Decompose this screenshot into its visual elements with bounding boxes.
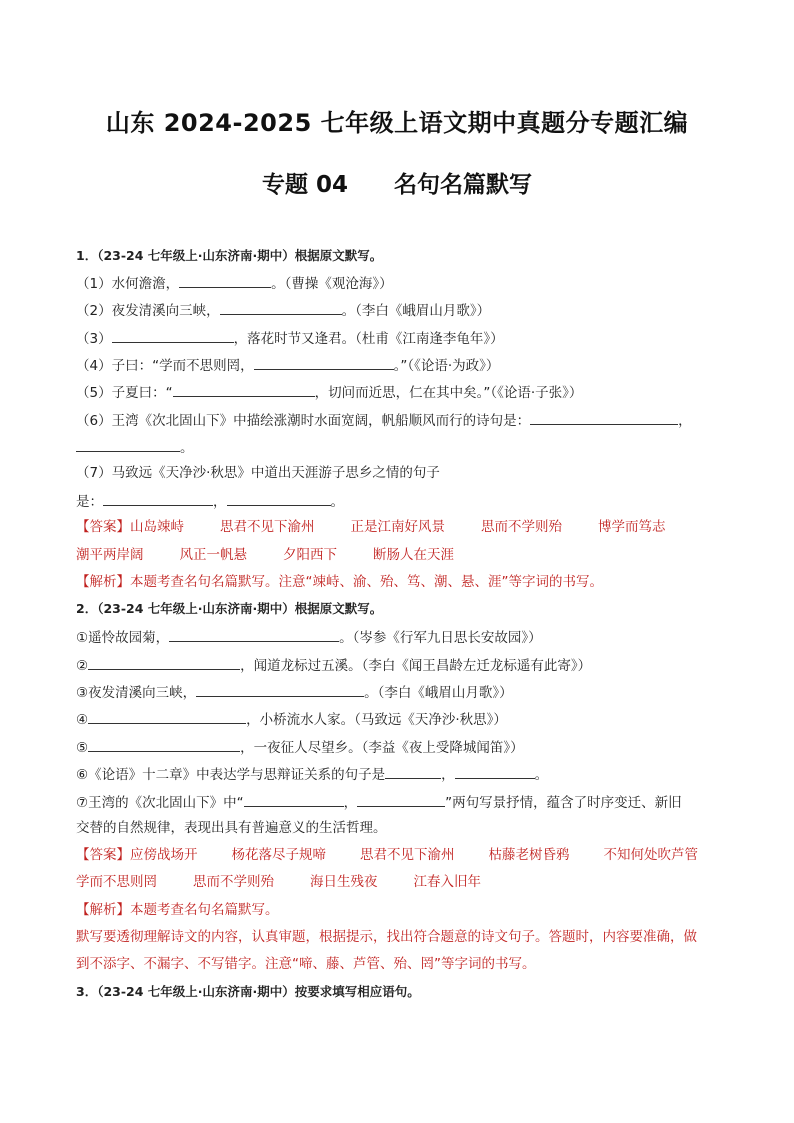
q1-item-7-cont: 是： ， 。 — [76, 491, 344, 511]
question-2-header: 2．（23-24 七年级上·山东济南·期中）根据原文默写。 — [76, 601, 383, 616]
answer-blank — [530, 410, 678, 425]
page-title: 山东 2024-2025 七年级上语文期中真题分专题汇编 — [105, 109, 689, 137]
answer-blank — [357, 792, 445, 807]
q1-item-5: （5）子夏曰：“ ，切问而近思，仁在其中矣。”（《论语·子张》） — [76, 382, 582, 402]
answer-blank — [254, 355, 394, 370]
answer-blank — [179, 273, 271, 288]
q1-analysis: 【解析】本题考查名句名篇默写。注意“竦峙、渝、殆、笃、潮、悬、涯”等字词的书写。 — [76, 574, 603, 590]
answer-blank — [88, 737, 240, 752]
q2-analysis: 【解析】本题考查名句名篇默写。 — [76, 902, 279, 918]
q2-item-7: ⑦王湾的《次北固山下》中“ ， ”两句写景抒情，蕴含了时序变迁、新旧 — [76, 792, 682, 812]
q2-item-2: ② ，闻道龙标过五溪。（李白《闻王昌龄左迁龙标遥有此寄》） — [76, 655, 591, 675]
analysis-label: 【解析】 — [76, 902, 130, 918]
q2-item-5: ⑤ ，一夜征人尽望乡。（李益《夜上受降城闻笛》） — [76, 737, 524, 757]
answer-blank — [220, 300, 342, 315]
answer-label: 【答案】 — [76, 847, 130, 863]
q2-answer-row-1: 【答案】应傍战场开 杨花落尽子规啼 思君不见下渝州 枯藤老树昏鸦 不知何处吹芦管 — [76, 847, 698, 863]
answer-blank — [173, 382, 315, 397]
q1-item-6-cont: 。 — [76, 437, 194, 457]
subtitle-number: 专题 04 — [261, 172, 348, 198]
q2-analysis-2: 默写要透彻理解诗文的内容，认真审题，根据提示，找出符合题意的诗文句子。答题时，内容要准确，做 — [76, 929, 697, 945]
q2-item-3: ③夜发清溪向三峡， 。（李白《峨眉山月歌》） — [76, 682, 513, 702]
answer-blank — [112, 328, 234, 343]
q1-item-1: （1）水何澹澹， 。（曹操《观沧海》） — [76, 273, 393, 293]
page-subtitle — [0, 166, 794, 199]
q2-answer-row-2: 学而不思则罔 思而不学则殆 海日生残夜 江春入旧年 — [76, 874, 481, 890]
answer-blank — [196, 682, 364, 697]
q1-item-2: （2）夜发清溪向三峡， 。（李白《峨眉山月歌》） — [76, 300, 490, 320]
answer-blank — [169, 627, 339, 642]
answer-blank — [244, 792, 344, 807]
answer-label: 【答案】 — [76, 519, 130, 535]
q1-item-7: （7）马致远《天净沙·秋思》中道出天涯游子思乡之情的句子 — [76, 465, 440, 481]
answer-blank — [455, 764, 535, 779]
q2-item-7-cont: 交替的自然规律，表现出具有普遍意义的生活哲理。 — [76, 820, 387, 836]
q2-analysis-3: 到不添字、不漏字、不写错字。注意“啼、藤、芦管、殆、罔”等字词的书写。 — [76, 956, 536, 972]
q1-item-6: （6）王湾《次北固山下》中描绘涨潮时水面宽阔，帆船顺风而行的诗句是： ， — [76, 410, 692, 430]
answer-blank — [88, 655, 240, 670]
answer-blank — [76, 437, 180, 452]
q1-item-4: （4）子曰：“学而不思则罔， 。”（《论语·为政》） — [76, 355, 499, 375]
question-3-header: 3．（23-24 七年级上·山东济南·期中）按要求填写相应语句。 — [76, 984, 420, 999]
answer-blank — [88, 709, 246, 724]
answer-blank — [385, 764, 441, 779]
answer-blank — [103, 491, 213, 506]
q1-item-3: （3） ，落花时节又逢君。（杜甫《江南逢李龟年》） — [76, 328, 504, 348]
question-1-header: 1．（23-24 七年级上·山东济南·期中）根据原文默写。 — [76, 248, 383, 263]
q2-item-4: ④ ，小桥流水人家。（马致远《天净沙·秋思》） — [76, 709, 507, 729]
q2-item-6: ⑥《论语》十二章》中表达学与思辩证关系的句子是 ， 。 — [76, 764, 548, 784]
answer-blank — [227, 491, 331, 506]
q1-answer-row-1: 【答案】山岛竦峙 思君不见下渝州 正是江南好风景 思而不学则殆 博学而笃志 — [76, 519, 666, 535]
analysis-label: 【解析】 — [76, 574, 130, 590]
q2-item-1: ①遥怜故园菊， 。（岑参《行军九日思长安故园》） — [76, 627, 542, 647]
subtitle-name: 名句名篇默写 — [394, 172, 532, 198]
q1-answer-row-2: 潮平两岸阔 风正一帆悬 夕阳西下 断肠人在天涯 — [76, 547, 454, 563]
